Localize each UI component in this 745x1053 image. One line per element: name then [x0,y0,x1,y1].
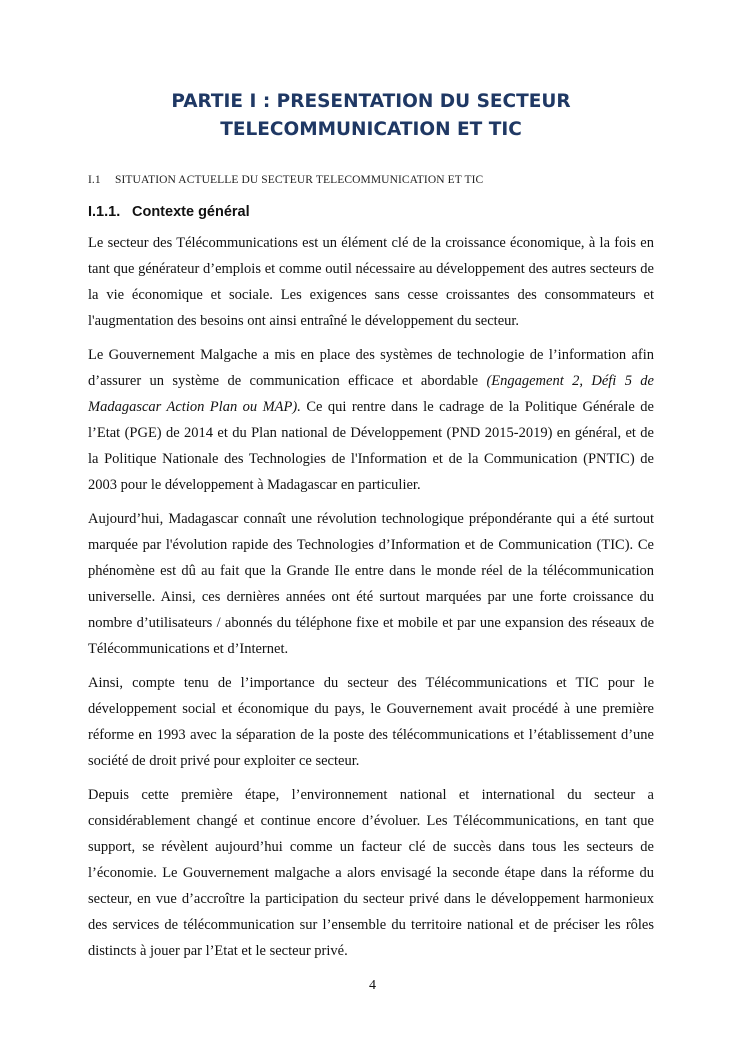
paragraph-2 [88,342,654,498]
paragraph-2-text-start: Le Gouvernement Malgache a mis en place des systèmes de technologie de l’information afin d’assurer un système de communication efficace et abordable [88,347,654,389]
subsection-heading [88,204,250,220]
page-title: PARTIE I : PRESENTATION DU SECTEUR TELECOMMUNICATION ET TIC [171,91,571,140]
subsection-number: I.1.1. [88,204,121,220]
paragraph-1: Le secteur des Télécommunications est un élément clé de la croissance économique, à la fois en tant que générateur d’emplois et comme outil nécessaire au développement des autres secteurs de la vie économique et sociale. Les exigences sans cesse croissantes des consommateurs et l'augmentation des besoins ont ainsi entraîné le développement du secteur. [88,235,654,329]
subsection-label: Contexte général [132,204,250,220]
section-heading [88,174,483,186]
page-number: 4 [369,978,376,993]
body-text [88,230,654,972]
section-number: I.1 [88,174,101,186]
section-label: SITUATION ACTUELLE DU SECTEUR TELECOMMUNICATION ET TIC [115,174,484,186]
paragraph-5: Depuis cette première étape, l’environnement national et international du secteur a considérablement changé et continue encore d’évoluer. Les Télécommunications, en tant que support, se révèlent aujourd’hui comme un facteur clé de succès dans tous les secteurs de l’économie. Le Gouvernement malgache a alors envisagé la seconde étape dans la réforme du secteur, en vue d’accroître la participation du secteur privé dans le développement harmonieux des services de télécommunication sur l’ensemble du territoire national et de préciser les rôles distincts à jouer par l’Etat et le secteur privé. [88,787,654,959]
paragraph-4: Ainsi, compte tenu de l’importance du secteur des Télécommunications et TIC pour le développement social et économique du pays, le Gouvernement avait procédé à une première réforme en 1993 avec la séparation de la poste des télécommunications et l’établissement d’une société de droit privé pour exploiter ce secteur. [88,675,654,769]
paragraph-2-reference: (Engagement 2, Défi 5 de Madagascar Action Plan ou MAP). [88,373,654,415]
paragraph-2-text-end: Ce qui rentre dans le cadrage de la Politique Générale de l’Etat (PGE) de 2014 et du Plan national de Développement (PND 2015-2019) en général, et de la Politique Nationale des Technologies de l'Information et de la Communication (PNTIC) de 2003 pour le développement à Madagascar en particulier. [88,399,654,493]
paragraph-3: Aujourd’hui, Madagascar connaît une révolution technologique prépondérante qui a été surtout marquée par l'évolution rapide des Technologies d’Information et de Communication (TIC). Ce phénomène est dû au fait que la Grande Ile entre dans le monde réel de la télécommunication universelle. Ainsi, ces dernières années ont été surtout marquées par une forte croissance du nombre d’utilisateurs / abonnés du téléphone fixe et mobile et par une expansion des réseaux de Télécommunications et d’Internet. [88,511,654,657]
